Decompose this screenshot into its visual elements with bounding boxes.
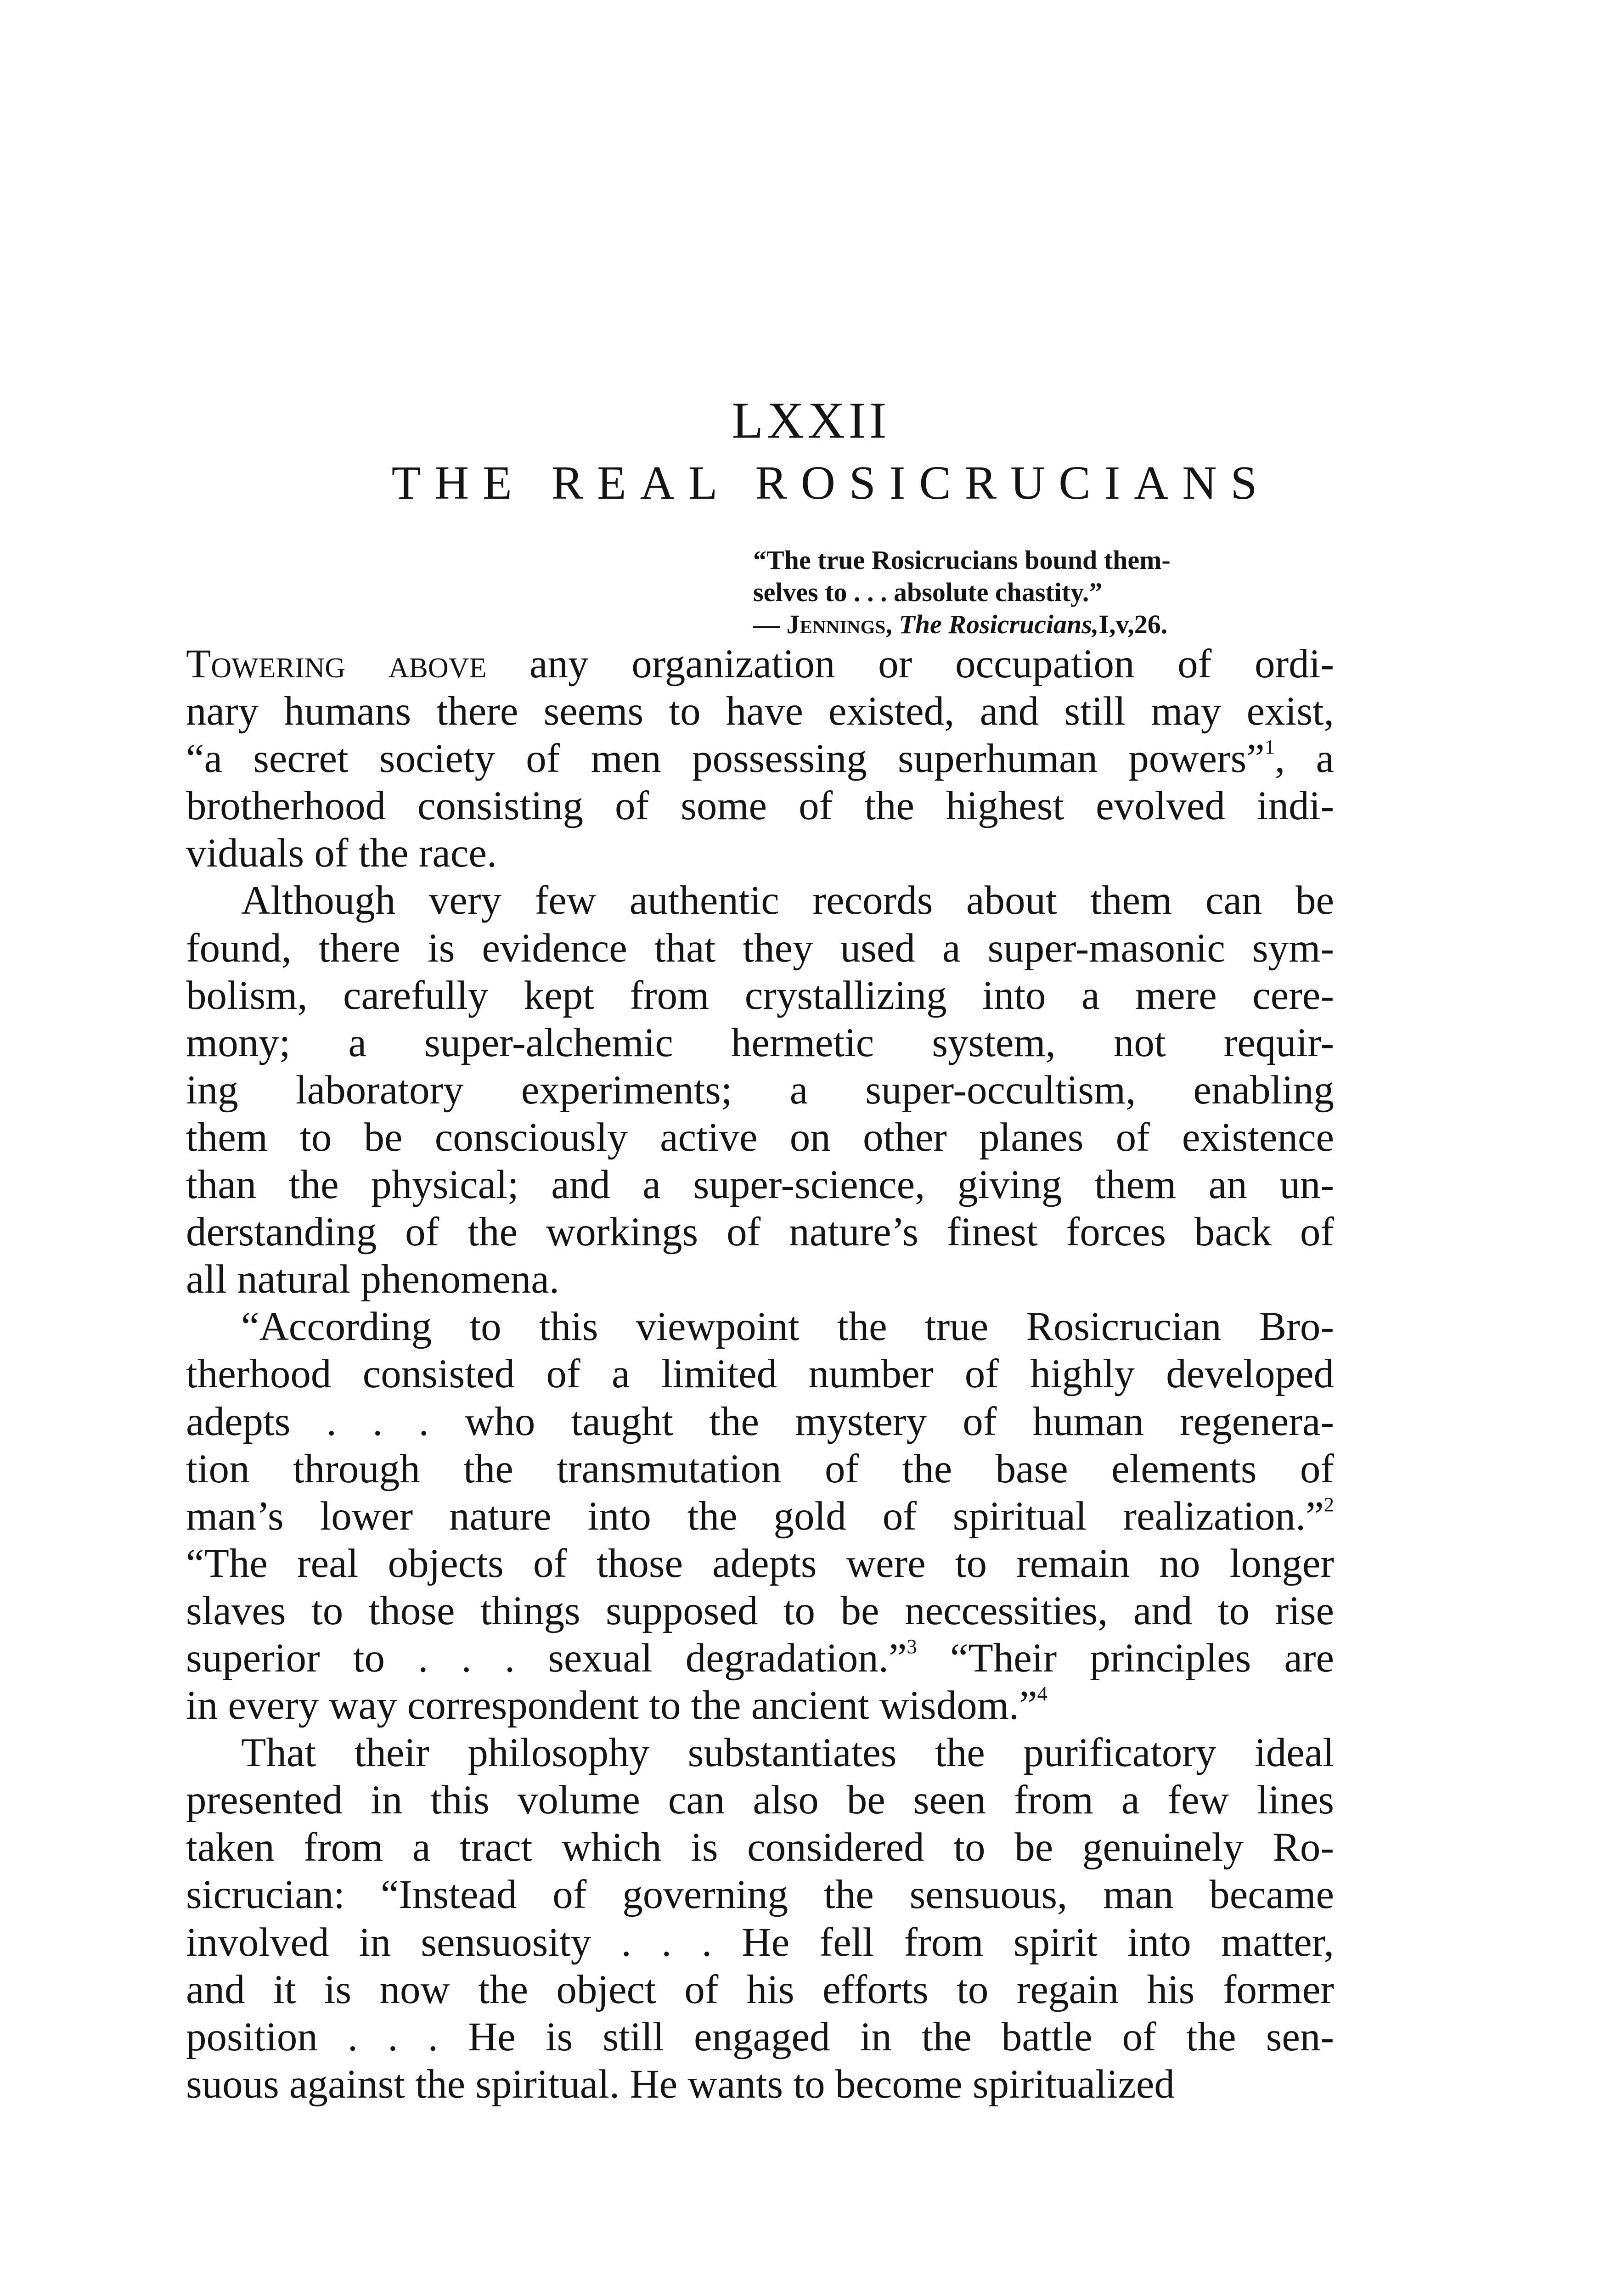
text-line: [186, 641, 1334, 688]
text-line: [186, 1161, 1334, 1209]
chapter-number: LXXII: [732, 392, 890, 449]
line-text: any organization or occupation of ordi-: [486, 642, 1334, 687]
line-text: viduals of the race.: [186, 831, 497, 876]
opening-words: Towering above: [186, 642, 487, 687]
text-line: [186, 2061, 1334, 2108]
epigraph-line: selves to . . . absolute chastity.”: [753, 577, 1103, 607]
line-text: superior to . . . sexual degradation.”: [186, 1635, 907, 1681]
line-text: suous against the spiritual. He wants to become spiritualized: [186, 2061, 1175, 2107]
chapter-title: THE REAL ROSICRUCIANS: [391, 456, 1271, 509]
text-line: [186, 1256, 1334, 1303]
line-text: sicrucian: “Instead of governing the sensuous, man became: [186, 1872, 1334, 1918]
line-text: tion through the transmutation of the base elements of: [186, 1446, 1334, 1491]
text-line: [186, 1303, 1334, 1351]
line-text: adepts . . . who taught the mystery of human regenera-: [186, 1399, 1334, 1444]
line-text: That their philosophy substantiates the purificatory ideal: [241, 1730, 1334, 1776]
line-text: ing laboratory experiments; a super-occultism, enabling: [186, 1067, 1334, 1113]
line-text: mony; a super-alchemic hermetic system, not requir-: [186, 1020, 1334, 1065]
line-text: than the physical; and a super-science, giving them an un-: [186, 1162, 1334, 1208]
text-line: [186, 1919, 1334, 1966]
epigraph-reference: I,v,26.: [1098, 609, 1168, 639]
text-line: [186, 1493, 1334, 1540]
text-line: [186, 1351, 1334, 1398]
line-text: “According to this viewpoint the true Rosicrucian Bro-: [241, 1304, 1334, 1350]
text-line: [186, 830, 1334, 877]
text-line: [186, 1966, 1334, 2014]
text-line: [186, 1871, 1334, 1919]
epigraph: [753, 544, 1327, 641]
epigraph-source: [753, 608, 1327, 641]
text-line: [186, 2014, 1334, 2061]
text-line: [186, 1114, 1334, 1161]
paragraph: [186, 641, 1334, 877]
text-line: [186, 782, 1334, 830]
paragraph: [186, 877, 1334, 1303]
text-line: [186, 1209, 1334, 1256]
text-line: [186, 877, 1334, 924]
line-text: “a secret society of men possessing superhuman powers”: [186, 736, 1265, 782]
text-line: [186, 1019, 1334, 1067]
paragraph: [186, 1729, 1334, 2108]
line-text: nary humans there seems to have existed, and still may exist,: [186, 689, 1334, 734]
text-line: [186, 925, 1334, 972]
line-text: bolism, carefully kept from crystallizing into a mere cere-: [186, 973, 1334, 1018]
text-line: [186, 1067, 1334, 1114]
line-text: in every way correspondent to the ancient wisdom.”: [186, 1683, 1037, 1728]
text-line: [186, 688, 1334, 735]
line-text: derstanding of the workings of nature’s finest forces back of: [186, 1210, 1334, 1255]
text-line: [186, 735, 1334, 782]
text-line: [186, 1824, 1334, 1871]
footnote-marker: 4: [1037, 1682, 1048, 1705]
text-line: [186, 1729, 1334, 1777]
epigraph-line: “The true Rosicrucians bound them-: [753, 545, 1171, 575]
line-text: “The real objects of those adepts were to remain no longer: [186, 1541, 1334, 1586]
text-line: [186, 1587, 1334, 1635]
text-line: [186, 1398, 1334, 1446]
text-line: [186, 1682, 1334, 1729]
paragraph: [186, 1303, 1334, 1729]
text-line: [186, 1777, 1334, 1824]
line-text: taken from a tract which is considered to be genuinely Ro-: [186, 1825, 1334, 1870]
line-text: found, there is evidence that they used a super-masonic sym-: [186, 925, 1334, 971]
line-text: all natural phenomena.: [186, 1257, 560, 1302]
line-text: Although very few authentic records about them can be: [241, 878, 1334, 923]
text-line: [186, 1540, 1334, 1587]
line-text: man’s lower nature into the gold of spiritual realization.”: [186, 1493, 1324, 1539]
line-text-continued: , a: [1275, 736, 1334, 782]
epigraph-author: — Jennings,: [753, 609, 892, 639]
line-text: brotherhood consisting of some of the highest evolved indi-: [186, 783, 1334, 829]
line-text-continued: “Their principles are: [917, 1635, 1334, 1681]
chapter-body: [186, 641, 1334, 2108]
line-text: involved in sensuosity . . . He fell from spirit into matter,: [186, 1919, 1334, 1965]
line-text: therhood consisted of a limited number of highly developed: [186, 1351, 1334, 1397]
footnote-marker: 2: [1324, 1492, 1334, 1516]
text-line: [186, 1635, 1334, 1682]
line-text: presented in this volume can also be seen from a few lines: [186, 1778, 1334, 1823]
footnote-marker: 1: [1264, 735, 1275, 759]
line-text: and it is now the object of his efforts to regain his former: [186, 1967, 1334, 2012]
footnote-marker: 3: [907, 1634, 917, 1658]
line-text: position . . . He is still engaged in the battle of the sen-: [186, 2014, 1334, 2060]
epigraph-work: The Rosicrucians,: [899, 609, 1099, 639]
text-line: [186, 1446, 1334, 1493]
line-text: them to be consciously active on other planes of existence: [186, 1114, 1334, 1160]
text-line: [186, 972, 1334, 1019]
line-text: slaves to those things supposed to be neccessities, and to rise: [186, 1588, 1334, 1633]
